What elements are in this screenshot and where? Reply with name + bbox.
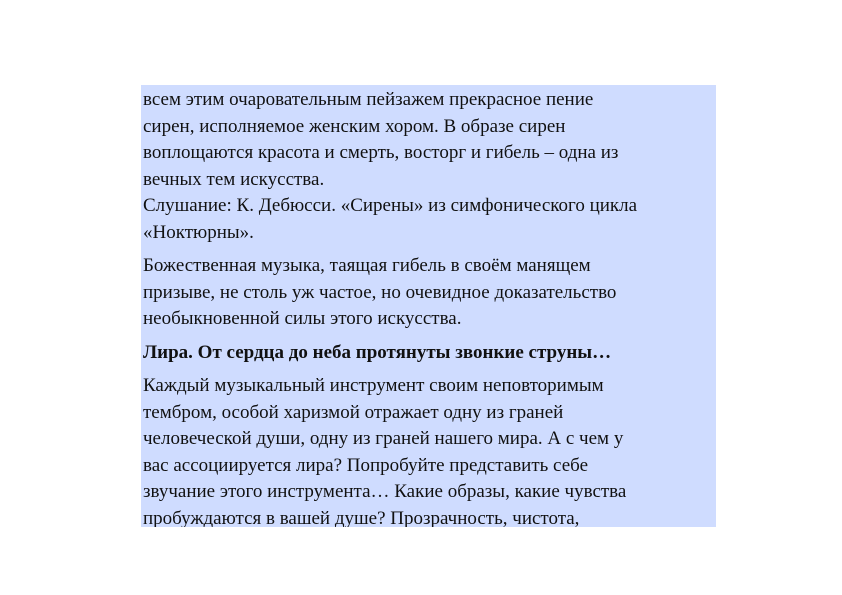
text-line: Каждый музыкальный инструмент своим неповторимым bbox=[143, 375, 604, 396]
text-line: необыкновенной силы этого искусства. bbox=[143, 308, 462, 329]
text-line: «Ноктюрны». bbox=[143, 221, 254, 243]
paragraph-divine-music bbox=[143, 253, 716, 333]
text-line: воплощаются красота и смерть, восторг и гибель – одна из bbox=[143, 142, 619, 163]
text-line: вечных тем искусства. bbox=[143, 168, 325, 190]
text-line: тембром, особой харизмой отражает одну из граней bbox=[143, 401, 564, 423]
text-line: Божественная музыка, таящая гибель в своём манящем bbox=[143, 255, 591, 276]
paragraph-sirens-description bbox=[143, 87, 716, 193]
text-line: пробуждаются в вашей душе? Прозрачность, чистота, bbox=[143, 507, 580, 527]
text-line: всем этим очаровательным пейзажем прекрасное пение bbox=[143, 89, 594, 110]
text-line: человеческой души, одну из граней нашего мира. А с чем у bbox=[143, 428, 624, 449]
paragraph-listening-assignment bbox=[143, 193, 716, 246]
heading-text: Лира. От сердца до неба протянуты звонкие струны… bbox=[143, 341, 612, 363]
text-line: Слушание: К. Дебюсси. «Сирены» из симфонического цикла bbox=[143, 195, 638, 216]
text-line: звучание этого инструмента… Какие образы, какие чувства bbox=[143, 481, 627, 502]
text-line: призыве, не столь уж частое, но очевидное доказательство bbox=[143, 281, 617, 303]
text-line: вас ассоциируется лира? Попробуйте представить себе bbox=[143, 454, 589, 476]
highlighted-text-block bbox=[141, 85, 716, 527]
section-heading-lyre bbox=[143, 340, 716, 367]
text-line: сирен, исполняемое женским хором. В образе сирен bbox=[143, 115, 566, 137]
paragraph-lyre-description bbox=[143, 373, 716, 527]
